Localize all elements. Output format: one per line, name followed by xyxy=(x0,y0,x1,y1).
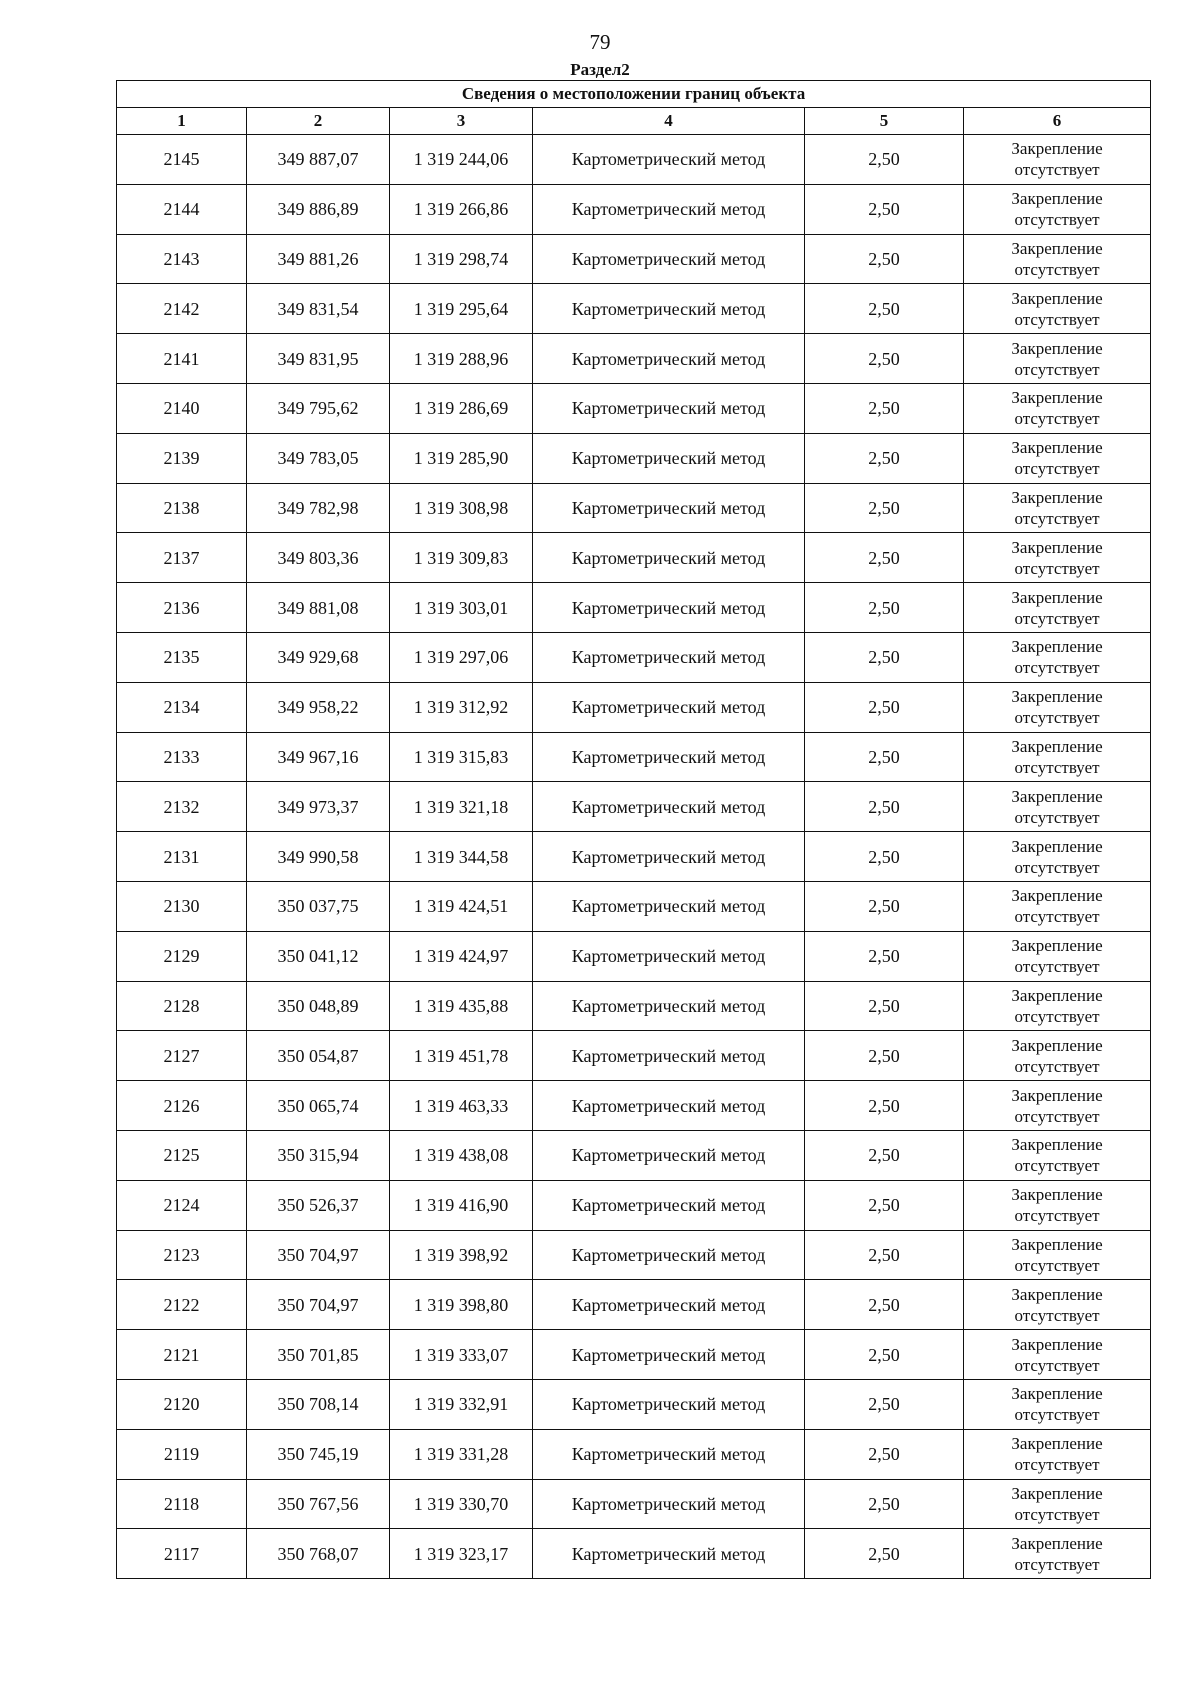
table-row xyxy=(117,931,1151,981)
fixation-cell xyxy=(964,782,1151,832)
table-row xyxy=(117,184,1151,234)
fixation-cell xyxy=(964,583,1151,633)
fixation-line-2: отсутствует xyxy=(1014,1056,1100,1076)
fixation-line-2: отсутствует xyxy=(1014,558,1100,578)
table-row xyxy=(117,682,1151,732)
method-cell: Картометрический метод xyxy=(533,1031,805,1081)
fixation-cell xyxy=(964,1330,1151,1380)
table-row xyxy=(117,981,1151,1031)
table-row xyxy=(117,1429,1151,1479)
x-coordinate-cell: 349 967,16 xyxy=(247,732,390,782)
method-cell: Картометрический метод xyxy=(533,782,805,832)
table-row xyxy=(117,632,1151,682)
fixation-line-1: Закрепление xyxy=(1011,438,1103,458)
table-row xyxy=(117,782,1151,832)
fixation-line-1: Закрепление xyxy=(1011,637,1103,657)
point-number-cell: 2131 xyxy=(117,832,247,882)
accuracy-cell: 2,50 xyxy=(805,583,964,633)
fixation-line-1: Закрепление xyxy=(1011,1085,1103,1105)
table-row xyxy=(117,583,1151,633)
x-coordinate-cell: 349 881,08 xyxy=(247,583,390,633)
fixation-line-2: отсутствует xyxy=(1014,708,1100,728)
fixation-line-2: отсутствует xyxy=(1014,1106,1100,1126)
y-coordinate-cell: 1 319 308,98 xyxy=(390,483,533,533)
x-coordinate-cell: 350 708,14 xyxy=(247,1379,390,1429)
y-coordinate-cell: 1 319 398,92 xyxy=(390,1230,533,1280)
fixation-line-1: Закрепление xyxy=(1011,1434,1103,1454)
column-header: 5 xyxy=(805,108,964,135)
fixation-line-1: Закрепление xyxy=(1011,1234,1103,1254)
boundary-table xyxy=(116,80,1151,1579)
x-coordinate-cell: 350 065,74 xyxy=(247,1081,390,1131)
fixation-line-2: отсутствует xyxy=(1014,1006,1100,1026)
point-number-cell: 2121 xyxy=(117,1330,247,1380)
fixation-cell xyxy=(964,1130,1151,1180)
x-coordinate-cell: 349 958,22 xyxy=(247,682,390,732)
accuracy-cell: 2,50 xyxy=(805,782,964,832)
x-coordinate-cell: 350 701,85 xyxy=(247,1330,390,1380)
accuracy-cell: 2,50 xyxy=(805,732,964,782)
fixation-line-2: отсутствует xyxy=(1014,957,1100,977)
point-number-cell: 2143 xyxy=(117,234,247,284)
y-coordinate-cell: 1 319 297,06 xyxy=(390,632,533,682)
accuracy-cell: 2,50 xyxy=(805,931,964,981)
table-row xyxy=(117,832,1151,882)
accuracy-cell: 2,50 xyxy=(805,632,964,682)
fixation-line-2: отсутствует xyxy=(1014,757,1100,777)
method-cell: Картометрический метод xyxy=(533,732,805,782)
fixation-line-2: отсутствует xyxy=(1014,807,1100,827)
fixation-cell xyxy=(964,632,1151,682)
fixation-line-1: Закрепление xyxy=(1011,1035,1103,1055)
point-number-cell: 2139 xyxy=(117,433,247,483)
table-row xyxy=(117,881,1151,931)
point-number-cell: 2134 xyxy=(117,682,247,732)
column-header: 2 xyxy=(247,108,390,135)
method-cell: Картометрический метод xyxy=(533,234,805,284)
x-coordinate-cell: 349 973,37 xyxy=(247,782,390,832)
x-coordinate-cell: 349 881,26 xyxy=(247,234,390,284)
fixation-line-1: Закрепление xyxy=(1011,338,1103,358)
x-coordinate-cell: 350 048,89 xyxy=(247,981,390,1031)
point-number-cell: 2127 xyxy=(117,1031,247,1081)
table-row xyxy=(117,1230,1151,1280)
y-coordinate-cell: 1 319 416,90 xyxy=(390,1180,533,1230)
table-row xyxy=(117,1031,1151,1081)
x-coordinate-cell: 350 054,87 xyxy=(247,1031,390,1081)
table-row xyxy=(117,433,1151,483)
accuracy-cell: 2,50 xyxy=(805,433,964,483)
y-coordinate-cell: 1 319 285,90 xyxy=(390,433,533,483)
point-number-cell: 2142 xyxy=(117,284,247,334)
accuracy-cell: 2,50 xyxy=(805,1330,964,1380)
fixation-line-1: Закрепление xyxy=(1011,985,1103,1005)
x-coordinate-cell: 349 886,89 xyxy=(247,184,390,234)
table-row xyxy=(117,234,1151,284)
y-coordinate-cell: 1 319 332,91 xyxy=(390,1379,533,1429)
fixation-line-1: Закрепление xyxy=(1011,139,1103,159)
accuracy-cell: 2,50 xyxy=(805,832,964,882)
table-row xyxy=(117,732,1151,782)
fixation-cell xyxy=(964,1180,1151,1230)
accuracy-cell: 2,50 xyxy=(805,1130,964,1180)
fixation-cell xyxy=(964,284,1151,334)
point-number-cell: 2138 xyxy=(117,483,247,533)
y-coordinate-cell: 1 319 344,58 xyxy=(390,832,533,882)
method-cell: Картометрический метод xyxy=(533,1230,805,1280)
table-row xyxy=(117,334,1151,384)
table-caption-row xyxy=(117,81,1151,108)
x-coordinate-cell: 349 929,68 xyxy=(247,632,390,682)
table-body xyxy=(117,135,1151,1579)
method-cell: Картометрический метод xyxy=(533,334,805,384)
x-coordinate-cell: 349 803,36 xyxy=(247,533,390,583)
method-cell: Картометрический метод xyxy=(533,184,805,234)
method-cell: Картометрический метод xyxy=(533,1280,805,1330)
y-coordinate-cell: 1 319 330,70 xyxy=(390,1479,533,1529)
y-coordinate-cell: 1 319 451,78 xyxy=(390,1031,533,1081)
fixation-cell xyxy=(964,483,1151,533)
fixation-cell xyxy=(964,1280,1151,1330)
y-coordinate-cell: 1 319 333,07 xyxy=(390,1330,533,1380)
x-coordinate-cell: 350 041,12 xyxy=(247,931,390,981)
table-row xyxy=(117,1479,1151,1529)
x-coordinate-cell: 349 783,05 xyxy=(247,433,390,483)
fixation-cell xyxy=(964,1529,1151,1579)
y-coordinate-cell: 1 319 463,33 xyxy=(390,1081,533,1131)
point-number-cell: 2132 xyxy=(117,782,247,832)
method-cell: Картометрический метод xyxy=(533,135,805,185)
fixation-line-1: Закрепление xyxy=(1011,936,1103,956)
method-cell: Картометрический метод xyxy=(533,981,805,1031)
fixation-cell xyxy=(964,1379,1151,1429)
y-coordinate-cell: 1 319 435,88 xyxy=(390,981,533,1031)
method-cell: Картометрический метод xyxy=(533,483,805,533)
fixation-line-2: отсутствует xyxy=(1014,1455,1100,1475)
fixation-line-1: Закрепление xyxy=(1011,886,1103,906)
table-row xyxy=(117,1330,1151,1380)
fixation-cell xyxy=(964,931,1151,981)
point-number-cell: 2129 xyxy=(117,931,247,981)
fixation-line-1: Закрепление xyxy=(1011,1135,1103,1155)
method-cell: Картометрический метод xyxy=(533,1479,805,1529)
method-cell: Картометрический метод xyxy=(533,881,805,931)
fixation-line-2: отсутствует xyxy=(1014,210,1100,230)
fixation-line-1: Закрепление xyxy=(1011,1284,1103,1304)
accuracy-cell: 2,50 xyxy=(805,1180,964,1230)
point-number-cell: 2145 xyxy=(117,135,247,185)
x-coordinate-cell: 349 831,54 xyxy=(247,284,390,334)
table-row xyxy=(117,533,1151,583)
y-coordinate-cell: 1 319 438,08 xyxy=(390,1130,533,1180)
x-coordinate-cell: 350 315,94 xyxy=(247,1130,390,1180)
fixation-line-2: отсутствует xyxy=(1014,409,1100,429)
fixation-line-2: отсутствует xyxy=(1014,1554,1100,1574)
method-cell: Картометрический метод xyxy=(533,1379,805,1429)
y-coordinate-cell: 1 319 424,97 xyxy=(390,931,533,981)
fixation-line-2: отсутствует xyxy=(1014,160,1100,180)
fixation-line-1: Закрепление xyxy=(1011,1334,1103,1354)
point-number-cell: 2140 xyxy=(117,383,247,433)
accuracy-cell: 2,50 xyxy=(805,682,964,732)
fixation-line-1: Закрепление xyxy=(1011,1483,1103,1503)
fixation-line-2: отсутствует xyxy=(1014,309,1100,329)
point-number-cell: 2137 xyxy=(117,533,247,583)
fixation-line-1: Закрепление xyxy=(1011,537,1103,557)
fixation-line-1: Закрепление xyxy=(1011,786,1103,806)
accuracy-cell: 2,50 xyxy=(805,1230,964,1280)
accuracy-cell: 2,50 xyxy=(805,1479,964,1529)
y-coordinate-cell: 1 319 398,80 xyxy=(390,1280,533,1330)
fixation-line-2: отсутствует xyxy=(1014,608,1100,628)
method-cell: Картометрический метод xyxy=(533,583,805,633)
table-row xyxy=(117,383,1151,433)
accuracy-cell: 2,50 xyxy=(805,981,964,1031)
table-row xyxy=(117,1180,1151,1230)
fixation-cell xyxy=(964,433,1151,483)
fixation-line-2: отсутствует xyxy=(1014,1504,1100,1524)
fixation-line-2: отсутствует xyxy=(1014,1255,1100,1275)
y-coordinate-cell: 1 319 321,18 xyxy=(390,782,533,832)
point-number-cell: 2136 xyxy=(117,583,247,633)
x-coordinate-cell: 349 831,95 xyxy=(247,334,390,384)
column-header: 1 xyxy=(117,108,247,135)
fixation-line-2: отсутствует xyxy=(1014,459,1100,479)
accuracy-cell: 2,50 xyxy=(805,1379,964,1429)
point-number-cell: 2118 xyxy=(117,1479,247,1529)
method-cell: Картометрический метод xyxy=(533,383,805,433)
method-cell: Картометрический метод xyxy=(533,1081,805,1131)
point-number-cell: 2119 xyxy=(117,1429,247,1479)
accuracy-cell: 2,50 xyxy=(805,1529,964,1579)
fixation-cell xyxy=(964,334,1151,384)
fixation-cell xyxy=(964,1081,1151,1131)
fixation-cell xyxy=(964,832,1151,882)
accuracy-cell: 2,50 xyxy=(805,334,964,384)
fixation-line-1: Закрепление xyxy=(1011,388,1103,408)
method-cell: Картометрический метод xyxy=(533,632,805,682)
x-coordinate-cell: 350 526,37 xyxy=(247,1180,390,1230)
accuracy-cell: 2,50 xyxy=(805,1429,964,1479)
y-coordinate-cell: 1 319 303,01 xyxy=(390,583,533,633)
fixation-line-2: отсутствует xyxy=(1014,508,1100,528)
y-coordinate-cell: 1 319 309,83 xyxy=(390,533,533,583)
x-coordinate-cell: 350 037,75 xyxy=(247,881,390,931)
fixation-cell xyxy=(964,383,1151,433)
y-coordinate-cell: 1 319 424,51 xyxy=(390,881,533,931)
point-number-cell: 2120 xyxy=(117,1379,247,1429)
method-cell: Картометрический метод xyxy=(533,1130,805,1180)
fixation-line-2: отсутствует xyxy=(1014,1156,1100,1176)
fixation-cell xyxy=(964,732,1151,782)
fixation-cell xyxy=(964,1479,1151,1529)
section-label: Раздел2 xyxy=(570,60,630,79)
fixation-line-1: Закрепление xyxy=(1011,238,1103,258)
point-number-cell: 2126 xyxy=(117,1081,247,1131)
point-number-cell: 2123 xyxy=(117,1230,247,1280)
y-coordinate-cell: 1 319 286,69 xyxy=(390,383,533,433)
fixation-line-2: отсутствует xyxy=(1014,1355,1100,1375)
table-row xyxy=(117,135,1151,185)
x-coordinate-cell: 350 704,97 xyxy=(247,1280,390,1330)
fixation-line-2: отсутствует xyxy=(1014,907,1100,927)
method-cell: Картометрический метод xyxy=(533,1180,805,1230)
x-coordinate-cell: 349 887,07 xyxy=(247,135,390,185)
y-coordinate-cell: 1 319 315,83 xyxy=(390,732,533,782)
table-row xyxy=(117,1379,1151,1429)
point-number-cell: 2133 xyxy=(117,732,247,782)
fixation-line-1: Закрепление xyxy=(1011,1384,1103,1404)
y-coordinate-cell: 1 319 323,17 xyxy=(390,1529,533,1579)
fixation-cell xyxy=(964,234,1151,284)
table-row xyxy=(117,284,1151,334)
fixation-line-2: отсутствует xyxy=(1014,857,1100,877)
fixation-cell xyxy=(964,135,1151,185)
method-cell: Картометрический метод xyxy=(533,1330,805,1380)
column-header: 3 xyxy=(390,108,533,135)
fixation-line-2: отсутствует xyxy=(1014,359,1100,379)
accuracy-cell: 2,50 xyxy=(805,533,964,583)
y-coordinate-cell: 1 319 266,86 xyxy=(390,184,533,234)
point-number-cell: 2122 xyxy=(117,1280,247,1330)
fixation-cell xyxy=(964,1230,1151,1280)
y-coordinate-cell: 1 319 288,96 xyxy=(390,334,533,384)
method-cell: Картометрический метод xyxy=(533,1529,805,1579)
accuracy-cell: 2,50 xyxy=(805,383,964,433)
y-coordinate-cell: 1 319 244,06 xyxy=(390,135,533,185)
accuracy-cell: 2,50 xyxy=(805,1081,964,1131)
accuracy-cell: 2,50 xyxy=(805,1031,964,1081)
method-cell: Картометрический метод xyxy=(533,682,805,732)
fixation-line-1: Закрепление xyxy=(1011,189,1103,209)
fixation-line-1: Закрепление xyxy=(1011,687,1103,707)
fixation-cell xyxy=(964,981,1151,1031)
point-number-cell: 2128 xyxy=(117,981,247,1031)
fixation-line-1: Закрепление xyxy=(1011,736,1103,756)
fixation-line-1: Закрепление xyxy=(1011,836,1103,856)
method-cell: Картометрический метод xyxy=(533,433,805,483)
fixation-line-2: отсутствует xyxy=(1014,259,1100,279)
point-number-cell: 2135 xyxy=(117,632,247,682)
x-coordinate-cell: 350 704,97 xyxy=(247,1230,390,1280)
fixation-cell xyxy=(964,1031,1151,1081)
fixation-line-2: отсутствует xyxy=(1014,1206,1100,1226)
y-coordinate-cell: 1 319 298,74 xyxy=(390,234,533,284)
x-coordinate-cell: 349 782,98 xyxy=(247,483,390,533)
fixation-line-1: Закрепление xyxy=(1011,1185,1103,1205)
fixation-cell xyxy=(964,682,1151,732)
table-row xyxy=(117,1280,1151,1330)
column-header: 4 xyxy=(533,108,805,135)
fixation-line-2: отсутствует xyxy=(1014,1305,1100,1325)
fixation-line-2: отсутствует xyxy=(1014,1405,1100,1425)
fixation-cell xyxy=(964,184,1151,234)
page-number: 79 xyxy=(589,30,611,54)
table-header-row xyxy=(117,108,1151,135)
y-coordinate-cell: 1 319 312,92 xyxy=(390,682,533,732)
table-row xyxy=(117,483,1151,533)
point-number-cell: 2130 xyxy=(117,881,247,931)
point-number-cell: 2141 xyxy=(117,334,247,384)
accuracy-cell: 2,50 xyxy=(805,1280,964,1330)
x-coordinate-cell: 349 795,62 xyxy=(247,383,390,433)
accuracy-cell: 2,50 xyxy=(805,284,964,334)
method-cell: Картометрический метод xyxy=(533,931,805,981)
method-cell: Картометрический метод xyxy=(533,832,805,882)
table-row xyxy=(117,1081,1151,1131)
table-caption: Сведения о местоположении границ объекта xyxy=(117,81,1151,108)
method-cell: Картометрический метод xyxy=(533,533,805,583)
fixation-line-1: Закрепление xyxy=(1011,1533,1103,1553)
point-number-cell: 2124 xyxy=(117,1180,247,1230)
y-coordinate-cell: 1 319 295,64 xyxy=(390,284,533,334)
fixation-line-1: Закрепление xyxy=(1011,288,1103,308)
accuracy-cell: 2,50 xyxy=(805,135,964,185)
method-cell: Картометрический метод xyxy=(533,1429,805,1479)
table-row xyxy=(117,1130,1151,1180)
accuracy-cell: 2,50 xyxy=(805,184,964,234)
fixation-line-1: Закрепление xyxy=(1011,587,1103,607)
method-cell: Картометрический метод xyxy=(533,284,805,334)
fixation-cell xyxy=(964,881,1151,931)
point-number-cell: 2125 xyxy=(117,1130,247,1180)
accuracy-cell: 2,50 xyxy=(805,234,964,284)
x-coordinate-cell: 350 768,07 xyxy=(247,1529,390,1579)
accuracy-cell: 2,50 xyxy=(805,881,964,931)
fixation-line-2: отсутствует xyxy=(1014,658,1100,678)
x-coordinate-cell: 350 767,56 xyxy=(247,1479,390,1529)
point-number-cell: 2144 xyxy=(117,184,247,234)
x-coordinate-cell: 349 990,58 xyxy=(247,832,390,882)
column-header: 6 xyxy=(964,108,1151,135)
accuracy-cell: 2,50 xyxy=(805,483,964,533)
x-coordinate-cell: 350 745,19 xyxy=(247,1429,390,1479)
fixation-cell xyxy=(964,1429,1151,1479)
y-coordinate-cell: 1 319 331,28 xyxy=(390,1429,533,1479)
fixation-line-1: Закрепление xyxy=(1011,487,1103,507)
table-row xyxy=(117,1529,1151,1579)
fixation-cell xyxy=(964,533,1151,583)
point-number-cell: 2117 xyxy=(117,1529,247,1579)
